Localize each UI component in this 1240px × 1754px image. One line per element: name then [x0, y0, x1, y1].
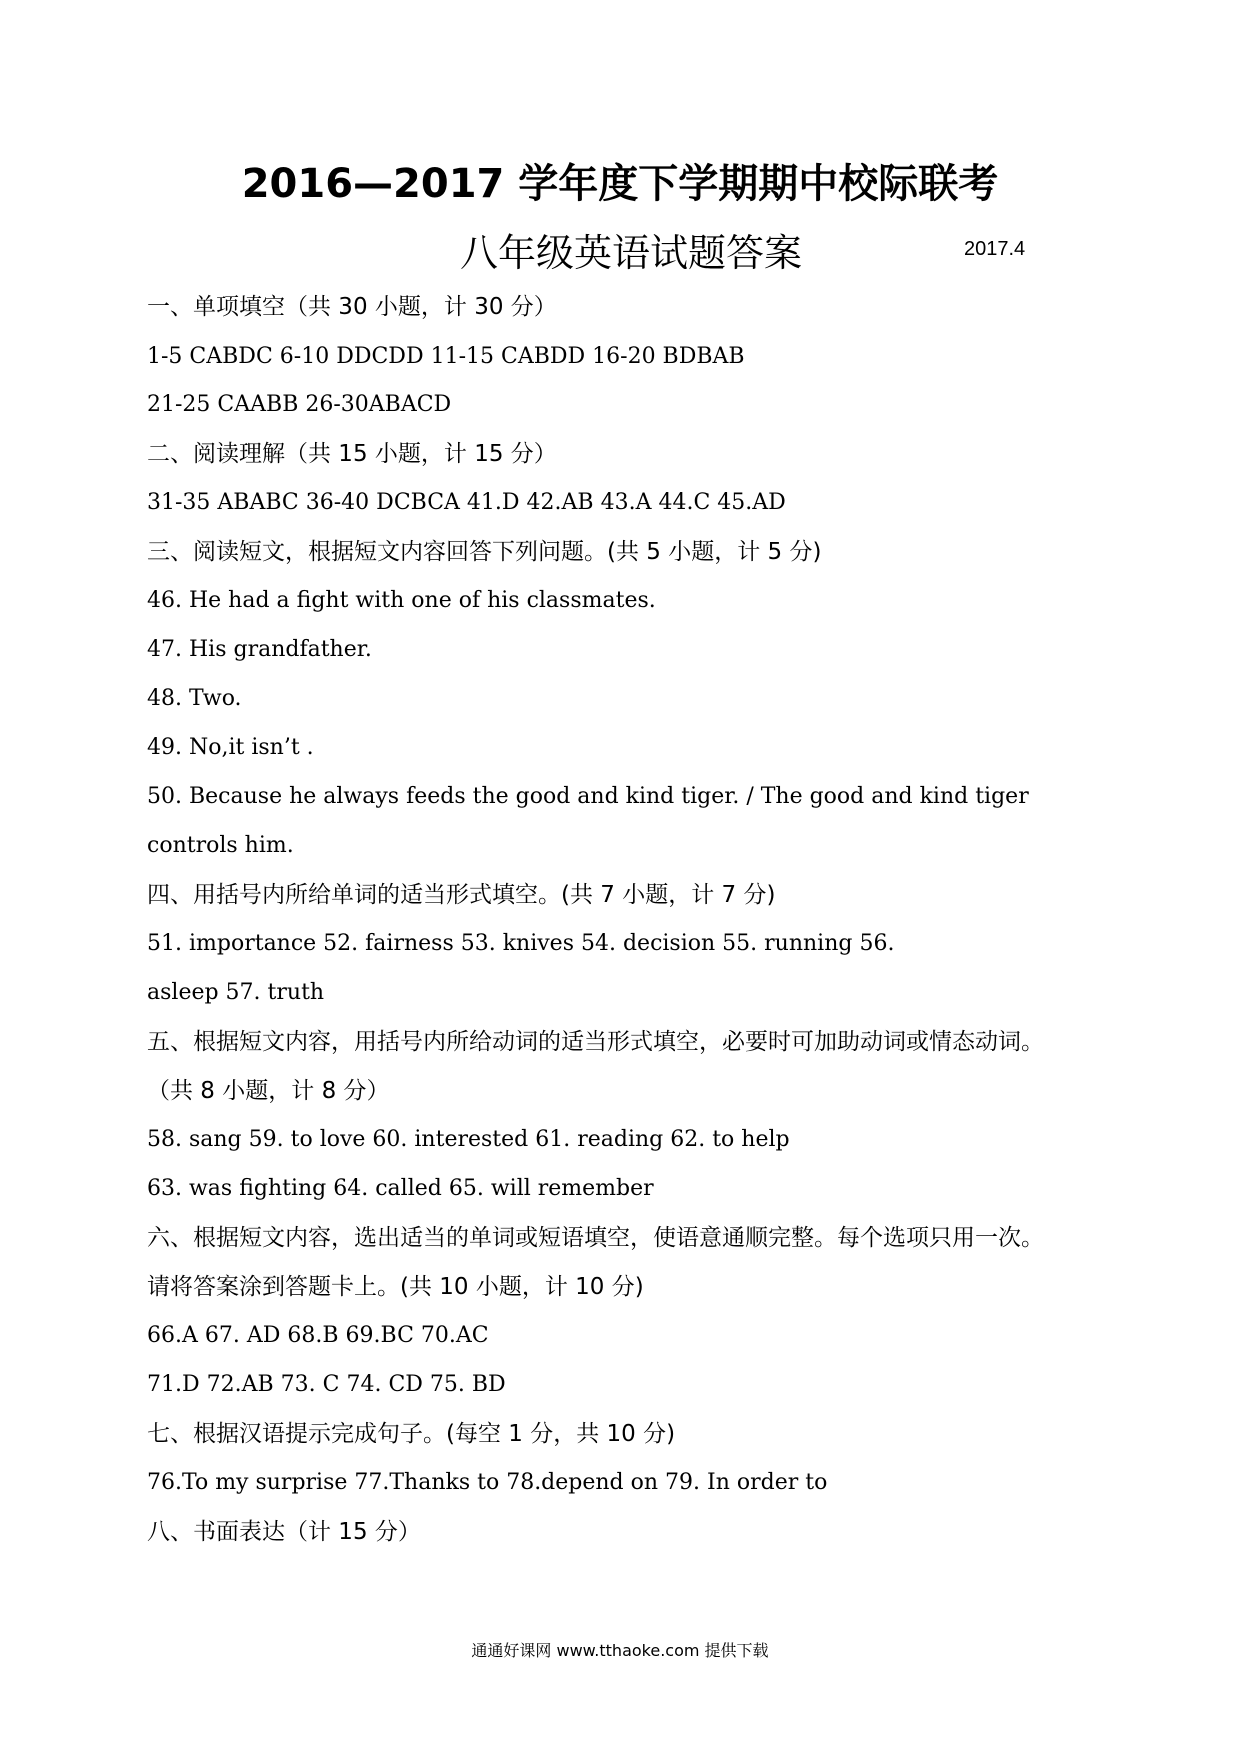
- answer-line-58-62: 58. sang 59. to love 60. interested 61. reading 62. to help: [147, 1127, 790, 1152]
- page-footer: 通通好课网 www.tthaoke.com 提供下载: [471, 1641, 769, 1660]
- answer-line-71-75: 71.D 72.AB 73. C 74. CD 75. BD: [147, 1372, 506, 1397]
- section-5-heading-continued: （共 8 小题，计 8 分）: [147, 1078, 390, 1104]
- section-6-heading: 六、根据短文内容，选出适当的单词或短语填空，使语意通顺完整。每个选项只用一次。: [147, 1225, 1044, 1251]
- answer-49: 49. No,it isn’t .: [147, 735, 314, 760]
- section-5-heading: 五、根据短文内容，用括号内所给动词的适当形式填空，必要时可加助动词或情态动词。: [147, 1029, 1044, 1055]
- answer-46: 46. He had a fight with one of his classmates.: [147, 588, 656, 613]
- section-1-heading: 一、单项填空（共 30 小题，计 30 分）: [147, 294, 557, 320]
- answer-48: 48. Two.: [147, 686, 242, 711]
- section-2-heading: 二、阅读理解（共 15 小题，计 15 分）: [147, 441, 557, 467]
- answer-line-66-70: 66.A 67. AD 68.B 69.BC 70.AC: [147, 1323, 489, 1348]
- answer-50-continued: controls him.: [147, 833, 294, 858]
- answer-line-1-20: 1-5 CABDC 6-10 DDCDD 11-15 CABDD 16-20 BDBAB: [147, 344, 745, 369]
- answer-line-21-30: 21-25 CAABB 26-30ABACD: [147, 392, 452, 417]
- section-8-heading: 八、书面表达（计 15 分）: [147, 1519, 421, 1545]
- exam-date: 2017.4: [964, 238, 1026, 260]
- page-title: 2016—2017 学年度下学期期中校际联考: [241, 161, 999, 207]
- answer-line-56-57: asleep 57. truth: [147, 980, 325, 1005]
- section-3-heading: 三、阅读短文，根据短文内容回答下列问题。(共 5 小题，计 5 分): [147, 539, 822, 565]
- answer-line-31-45: 31-35 ABABC 36-40 DCBCA 41.D 42.AB 43.A 44.C 45.AD: [147, 490, 786, 515]
- section-6-heading-continued: 请将答案涂到答题卡上。(共 10 小题，计 10 分): [147, 1274, 644, 1300]
- section-7-heading: 七、根据汉语提示完成句子。(每空 1 分，共 10 分): [147, 1421, 676, 1447]
- answer-line-76-79: 76.To my surprise 77.Thanks to 78.depend on 79. In order to: [147, 1470, 828, 1495]
- answer-47: 47. His grandfather.: [147, 637, 372, 662]
- answer-line-63-65: 63. was fighting 64. called 65. will remember: [147, 1176, 654, 1201]
- answer-line-51-56: 51. importance 52. fairness 53. knives 54. decision 55. running 56.: [147, 931, 895, 956]
- page-subtitle: 八年级英语试题答案: [460, 231, 803, 275]
- answer-50: 50. Because he always feeds the good and kind tiger. / The good and kind tiger: [147, 784, 1029, 809]
- section-4-heading: 四、用括号内所给单词的适当形式填空。(共 7 小题，计 7 分): [147, 882, 776, 908]
